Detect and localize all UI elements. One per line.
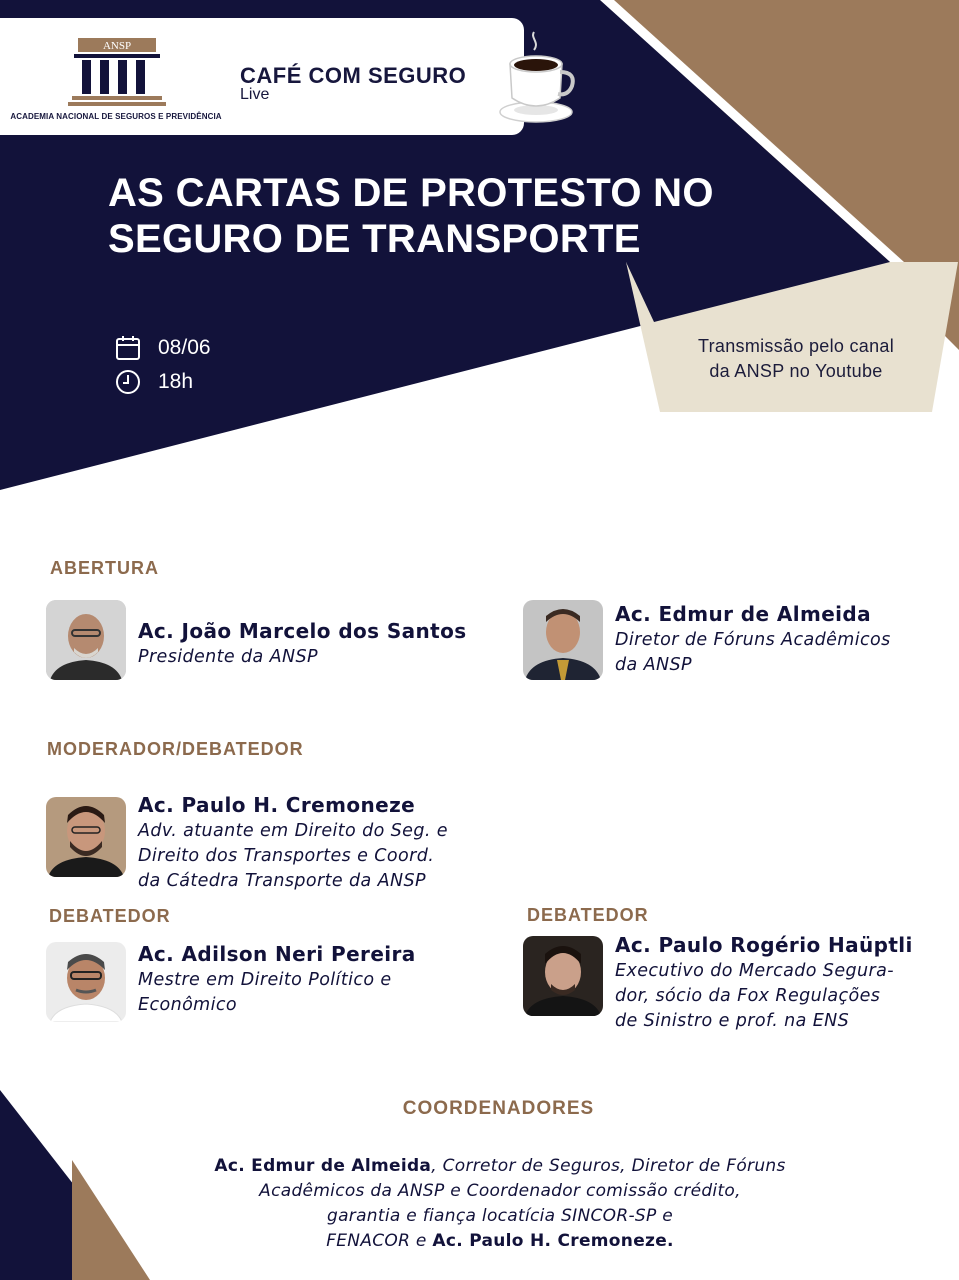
event-date [114,334,211,362]
speaker-desc-adilson-2: Econômico [138,995,238,1015]
coordinators-line2: Acadêmicos da ANSP e Coordenador comissão crédito, [259,1181,741,1201]
section-debatedor-right: DEBATEDOR [527,905,649,925]
section-moderador: MODERADOR/DEBATEDOR [47,739,304,759]
speaker-name-adilson: Ac. Adilson Neri Pereira [138,942,416,966]
logo-caption: ACADEMIA NACIONAL DE SEGUROS E PREVIDÊNCIA [10,112,222,121]
coffee-cup-icon [496,28,576,124]
coordinator-name-1: Ac. Edmur de Almeida [214,1156,432,1176]
avatar-icon [523,600,603,680]
speaker-name-paulo-hauptli: Ac. Paulo Rogério Haüptli [615,933,913,957]
speaker-desc-paulo-hauptli-2: dor, sócio da Fox Regulações [615,986,881,1006]
stream-info [660,334,932,384]
event-title-line2: SEGURO DE TRANSPORTE [108,217,641,261]
coordinators-text-1: , Corretor de Seguros, Diretor de Fóruns [431,1156,786,1176]
calendar-icon [114,334,142,362]
event-time [114,368,193,396]
coordinators-line4 [160,1229,840,1254]
speaker-desc-paulo-cremoneze-2: Direito dos Transportes e Coord. [138,846,435,866]
avatar-icon [46,600,126,680]
academy-building-icon [68,38,166,108]
bronze-corner-bottom [72,1160,150,1280]
section-debatedor-left: DEBATEDOR [49,906,171,926]
speaker-desc-paulo-hauptli-1: Executivo do Mercado Segura- [615,961,894,981]
speaker-photo-adilson [46,942,126,1022]
speaker-desc-adilson-1: Mestre em Direito Político e [138,970,392,990]
avatar-icon [523,936,603,1016]
logo-mark-text: ANSP [102,40,132,52]
ansp-logo [10,38,222,130]
speaker-photo-joao [46,600,126,680]
coordinators-line1 [160,1154,840,1179]
coordinator-name-2: Ac. Paulo H. Cremoneze. [432,1231,674,1251]
stream-line2: da ANSP no Youtube [709,361,883,381]
event-title [108,170,808,262]
date-text: 08/06 [158,336,211,359]
avatar-icon [46,942,126,1022]
live-subtitle: Live [240,86,270,103]
speaker-name-joao: Ac. João Marcelo dos Santos [138,619,467,643]
speaker-desc-paulo-cremoneze-3: da Cátedra Transporte da ANSP [138,871,426,891]
speaker-photo-paulo-cremoneze [46,797,126,877]
speaker-name-paulo-cremoneze: Ac. Paulo H. Cremoneze [138,793,416,817]
event-title-line1: AS CARTAS DE PROTESTO NO [108,171,714,215]
speaker-desc-paulo-cremoneze-1: Adv. atuante em Direito do Seg. e [138,821,448,841]
speaker-photo-edmur [523,600,603,680]
coordinators-text-4: FENACOR e [326,1231,433,1251]
coordinators-text [160,1154,840,1254]
live-title: CAFÉ COM SEGURO [240,63,467,88]
speaker-desc-edmur-1: Diretor de Fóruns Acadêmicos [615,630,891,650]
time-text: 18h [158,370,194,393]
avatar-icon [46,797,126,877]
speaker-desc-edmur-2: da ANSP [615,655,692,675]
clock-icon [114,368,142,396]
speaker-desc-joao: Presidente da ANSP [138,647,318,667]
speaker-photo-paulo-hauptli [523,936,603,1016]
stream-line1: Transmissão pelo canal [697,336,895,356]
speaker-name-edmur: Ac. Edmur de Almeida [615,602,872,626]
coordinators-title: COORDENADORES [402,1098,595,1119]
coordinators-line3: garantia e fiança locatícia SINCOR-SP e [326,1206,674,1226]
section-abertura: ABERTURA [50,558,159,578]
speaker-desc-paulo-hauptli-3: de Sinistro e prof. na ENS [615,1011,850,1031]
